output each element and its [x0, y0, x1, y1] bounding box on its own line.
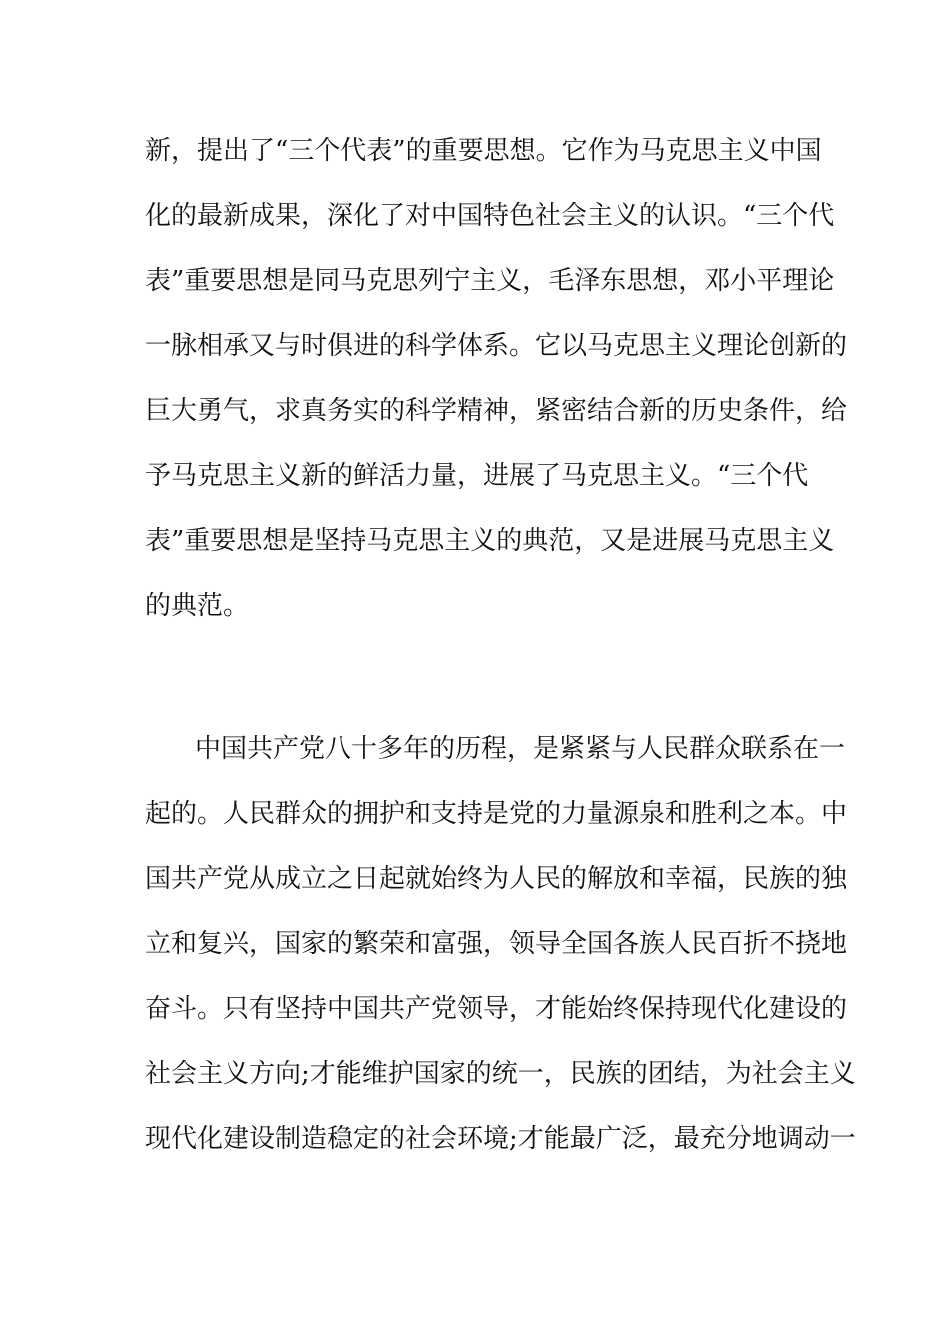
- paragraph-1-line-8: 的典范。: [145, 591, 250, 621]
- paragraph-2-line-5: 奋斗。只有坚持中国共产党领导，才能始终保持现代化建设的: [145, 994, 848, 1024]
- paragraph-1-line-6: 予马克思主义新的鲜活力量，进展了马克思主义。“三个代: [145, 461, 809, 491]
- paragraph-2-line-3: 国共产党从成立之日起就始终为人民的解放和幸福，民族的独: [145, 864, 848, 894]
- paragraph-2-line-1: 中国共产党八十多年的历程，是紧紧与人民群众联系在一: [195, 734, 846, 764]
- paragraph-1: [145, 119, 848, 639]
- paragraph-1-line-2: 化的最新成果，深化了对中国特色社会主义的认识。“三个代: [145, 201, 835, 231]
- paragraph-1-line-5: 巨大勇气，求真务实的科学精神，紧密结合新的历史条件，给: [145, 396, 848, 426]
- paragraph-2-line-4: 立和复兴，国家的繁荣和富强，领导全国各族人民百折不挠地: [145, 929, 848, 959]
- paragraph-1-line-1: 新，提出了“三个代表”的重要思想。它作为马克思主义中国: [145, 136, 822, 166]
- paragraph-1-line-3: 表”重要思想是同马克思列宁主义，毛泽东思想，邓小平理论: [145, 266, 835, 296]
- paragraph-2-line-6: 社会主义方向;才能维护国家的统一，民族的团结，为社会主义: [145, 1059, 856, 1089]
- paragraph-2-line-7: 现代化建设制造稳定的社会环境;才能最广泛，最充分地调动一: [145, 1124, 856, 1154]
- paragraph-2-line-2: 起的。人民群众的拥护和支持是党的力量源泉和胜利之本。中: [145, 799, 848, 829]
- paragraph-2: [145, 717, 856, 1172]
- paragraph-1-line-4: 一脉相承又与时俱进的科学体系。它以马克思主义理论创新的: [145, 331, 848, 361]
- paragraph-1-line-7: 表”重要思想是坚持马克思主义的典范，又是进展马克思主义: [145, 526, 835, 556]
